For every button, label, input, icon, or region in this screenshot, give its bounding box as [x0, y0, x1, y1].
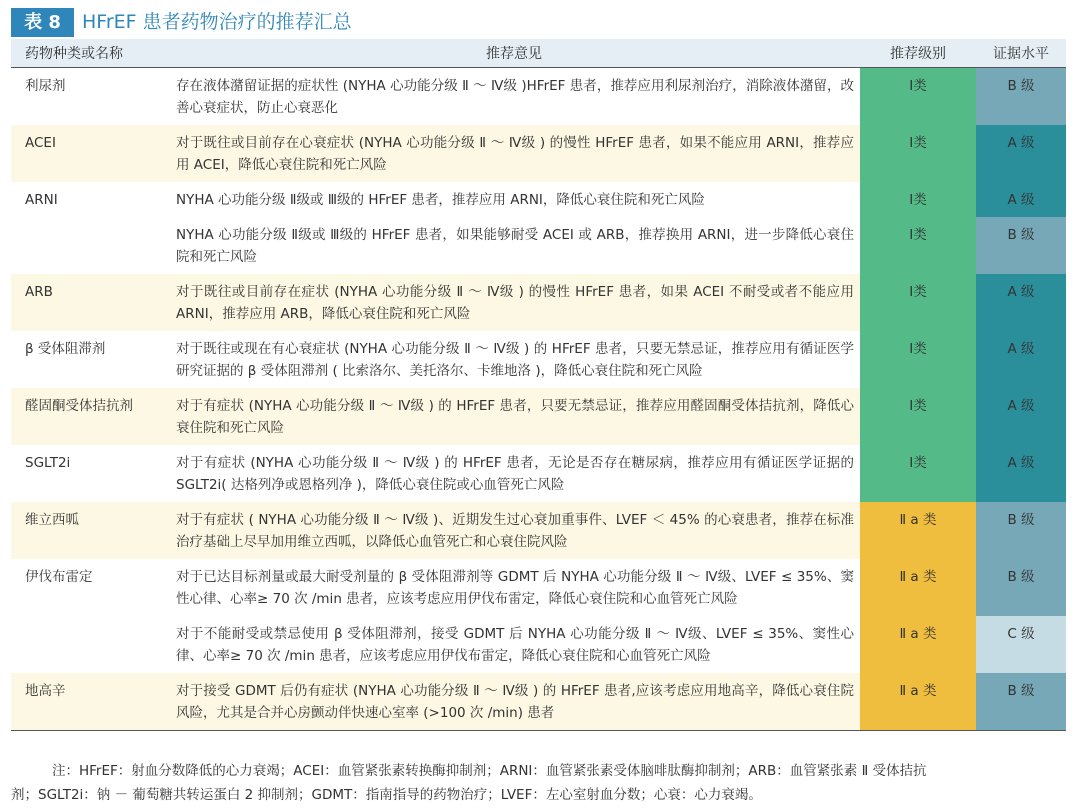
recommendation-content: 对于有症状 (NYHA 心功能分级 Ⅱ ～ Ⅳ级 ) 的 HFrEF 患者，无论是否存在糖尿病，推荐应用有循证医学证据的 SGLT2i( 达格列净或恩格列净 )，降低心衰住院或心血管死亡风险	[176, 455, 854, 493]
recommendation-class: Ⅱ a 类	[860, 616, 976, 673]
table-row	[11, 559, 1066, 616]
recommendation-class: Ⅰ类	[860, 125, 976, 182]
table-row	[11, 68, 1066, 126]
recommendation-class: Ⅰ类	[860, 445, 976, 502]
table-row	[11, 274, 1066, 331]
table-title	[11, 8, 1066, 37]
recommendation-content: 对于不能耐受或禁忌使用 β 受体阻滞剂，接受 GDMT 后 NYHA 心功能分级 Ⅱ ～ Ⅳ级、LVEF ≤ 35%、窦性心律、心率≥ 70 次 /min 患者，应该考虑应用伊伐布雷定，降低心衰住院和心血管死亡风险	[176, 626, 854, 664]
recommendation-class: Ⅱ a 类	[860, 502, 976, 559]
table-header-row	[11, 39, 1066, 68]
drug-name: ARB	[11, 274, 168, 331]
recommendation-content: 对于有症状 ( NYHA 心功能分级 Ⅱ ～ Ⅳ级 )、近期发生过心衰加重事件、LVEF ＜ 45% 的心衰患者，推荐在标准治疗基础上尽早加用维立西呱，以降低心血管死亡和心衰住院风险	[176, 512, 854, 550]
table-row	[11, 445, 1066, 502]
recommendation-class: Ⅱ a 类	[860, 559, 976, 616]
drug-name: 醛固酮受体拮抗剂	[11, 388, 168, 445]
recommendation-text	[168, 445, 860, 502]
evidence-level: B 级	[976, 502, 1066, 559]
drug-name: 伊伐布雷定	[25, 569, 93, 585]
recommendation-text	[168, 559, 860, 616]
drug-name: 维立西呱	[11, 502, 168, 559]
recommendation-text	[168, 182, 860, 217]
recommendation-class: Ⅰ类	[860, 331, 976, 388]
recommendation-content: 对于接受 GDMT 后仍有症状 (NYHA 心功能分级 Ⅱ ～ Ⅳ级 ) 的 HFrEF 患者,应该考虑应用地高辛，降低心衰住院风险，尤其是合并心房颤动伴快速心室率 (>100 次 /min) 患者	[176, 683, 854, 721]
evidence-level: A 级	[976, 182, 1066, 217]
recommendation-class: Ⅰ类	[860, 274, 976, 331]
evidence-level: B 级	[976, 217, 1066, 274]
table-row	[11, 616, 1066, 673]
evidence-level: A 级	[976, 445, 1066, 502]
evidence-level: B 级	[976, 673, 1066, 731]
drug-name: ARNI	[25, 192, 58, 208]
table-row	[11, 331, 1066, 388]
table-title-text: HFrEF 患者药物治疗的推荐汇总	[82, 11, 352, 33]
recommendation-text	[168, 616, 860, 673]
footnote-line-1: 注：HFrEF：射血分数降低的心力衰竭；ACEI：血管紧张素转换酶抑制剂；ARNI：血管紧张素受体脑啡肽酶抑制剂；ARB：血管紧张素 Ⅱ 受体拮抗	[52, 763, 927, 779]
table-row	[11, 388, 1066, 445]
recommendation-text	[168, 125, 860, 182]
recommendation-content: NYHA 心功能分级 Ⅱ级或 Ⅲ级的 HFrEF 患者，推荐应用 ARNI，降低心衰住院和死亡风险	[176, 192, 705, 208]
drug-name: SGLT2i	[25, 455, 71, 471]
table-row	[11, 182, 1066, 217]
evidence-level: A 级	[976, 388, 1066, 445]
recommendation-text	[168, 673, 860, 731]
drug-name	[11, 616, 168, 673]
recommendation-content: 对于有症状 (NYHA 心功能分级 Ⅱ ～ Ⅳ级 ) 的 HFrEF 患者，只要无禁忌证，推荐应用醛固酮受体拮抗剂，降低心衰住院和死亡风险	[176, 398, 854, 436]
column-header-recommendation: 推荐意见	[168, 39, 860, 68]
recommendation-text	[168, 274, 860, 331]
evidence-level: C 级	[976, 616, 1066, 673]
evidence-level: B 级	[976, 559, 1066, 616]
table-row	[11, 673, 1066, 731]
recommendation-content: NYHA 心功能分级 Ⅱ级或 Ⅲ级的 HFrEF 患者，如果能够耐受 ACEI 或 ARB，推荐换用 ARNI，进一步降低心衰住院和死亡风险	[176, 227, 854, 265]
evidence-level: A 级	[976, 125, 1066, 182]
footnote-line-2: 剂；SGLT2i：钠 － 葡萄糖共转运蛋白 2 抑制剂；GDMT：指南指导的药物治疗；LVEF：左心室射血分数；心衰：心力衰竭。	[11, 787, 762, 803]
recommendation-class: Ⅰ类	[860, 217, 976, 274]
column-header-class: 推荐级别	[860, 39, 976, 68]
evidence-level: A 级	[976, 331, 1066, 388]
drug-name: 利尿剂	[25, 78, 66, 94]
recommendation-content: 对于既往或目前存在症状 (NYHA 心功能分级 Ⅱ ～ Ⅳ级 ) 的慢性 HFrEF 患者，如果 ACEI 不耐受或者不能应用 ARNI，推荐应用 ARB，降低心衰住院和死亡风险	[176, 284, 854, 322]
recommendation-class: Ⅰ类	[860, 68, 976, 126]
drug-name: 地高辛	[11, 673, 168, 731]
recommendation-class: Ⅰ类	[860, 182, 976, 217]
recommendation-content: 对于既往或现在有心衰症状 (NYHA 心功能分级 Ⅱ ～ Ⅳ级 ) 的 HFrEF 患者，只要无禁忌证，推荐应用有循证医学研究证据的 β 受体阻滞剂 ( 比索洛尔、美托洛尔、卡维地洛 )，降低心衰住院和死亡风险	[176, 341, 854, 379]
recommendation-class: Ⅱ a 类	[860, 673, 976, 731]
column-header-drug: 药物种类或名称	[11, 39, 168, 68]
table-row	[11, 125, 1066, 182]
drug-name	[11, 217, 168, 274]
table-number-tag: 表 8	[11, 8, 74, 37]
recommendation-table	[11, 39, 1066, 731]
recommendation-text	[168, 502, 860, 559]
recommendation-text	[168, 217, 860, 274]
recommendation-class: Ⅰ类	[860, 388, 976, 445]
recommendation-text	[168, 331, 860, 388]
table-row	[11, 502, 1066, 559]
drug-name: ACEI	[11, 125, 168, 182]
recommendation-content: 存在液体潴留证据的症状性 (NYHA 心功能分级 Ⅱ ～ Ⅳ级 )HFrEF 患者，推荐应用利尿剂治疗，消除液体潴留，改善心衰症状，防止心衰恶化	[176, 78, 854, 116]
recommendation-text	[168, 68, 860, 126]
column-header-level: 证据水平	[976, 39, 1066, 68]
drug-name: β 受体阻滞剂	[25, 341, 106, 357]
evidence-level: A 级	[976, 274, 1066, 331]
table-row	[11, 217, 1066, 274]
recommendation-content: 对于既往或目前存在心衰症状 (NYHA 心功能分级 Ⅱ ～ Ⅳ级 ) 的慢性 HFrEF 患者，如果不能应用 ARNI，推荐应用 ACEI，降低心衰住院和死亡风险	[176, 135, 854, 173]
evidence-level: B 级	[976, 68, 1066, 126]
table-footnote	[11, 759, 1066, 807]
recommendation-text	[168, 388, 860, 445]
recommendation-content: 对于已达目标剂量或最大耐受剂量的 β 受体阻滞剂等 GDMT 后 NYHA 心功能分级 Ⅱ ～ Ⅳ级、LVEF ≤ 35%、窦性心律、心率≥ 70 次 /min 患者，应该考虑应用伊伐布雷定，降低心衰住院和心血管死亡风险	[176, 569, 854, 607]
